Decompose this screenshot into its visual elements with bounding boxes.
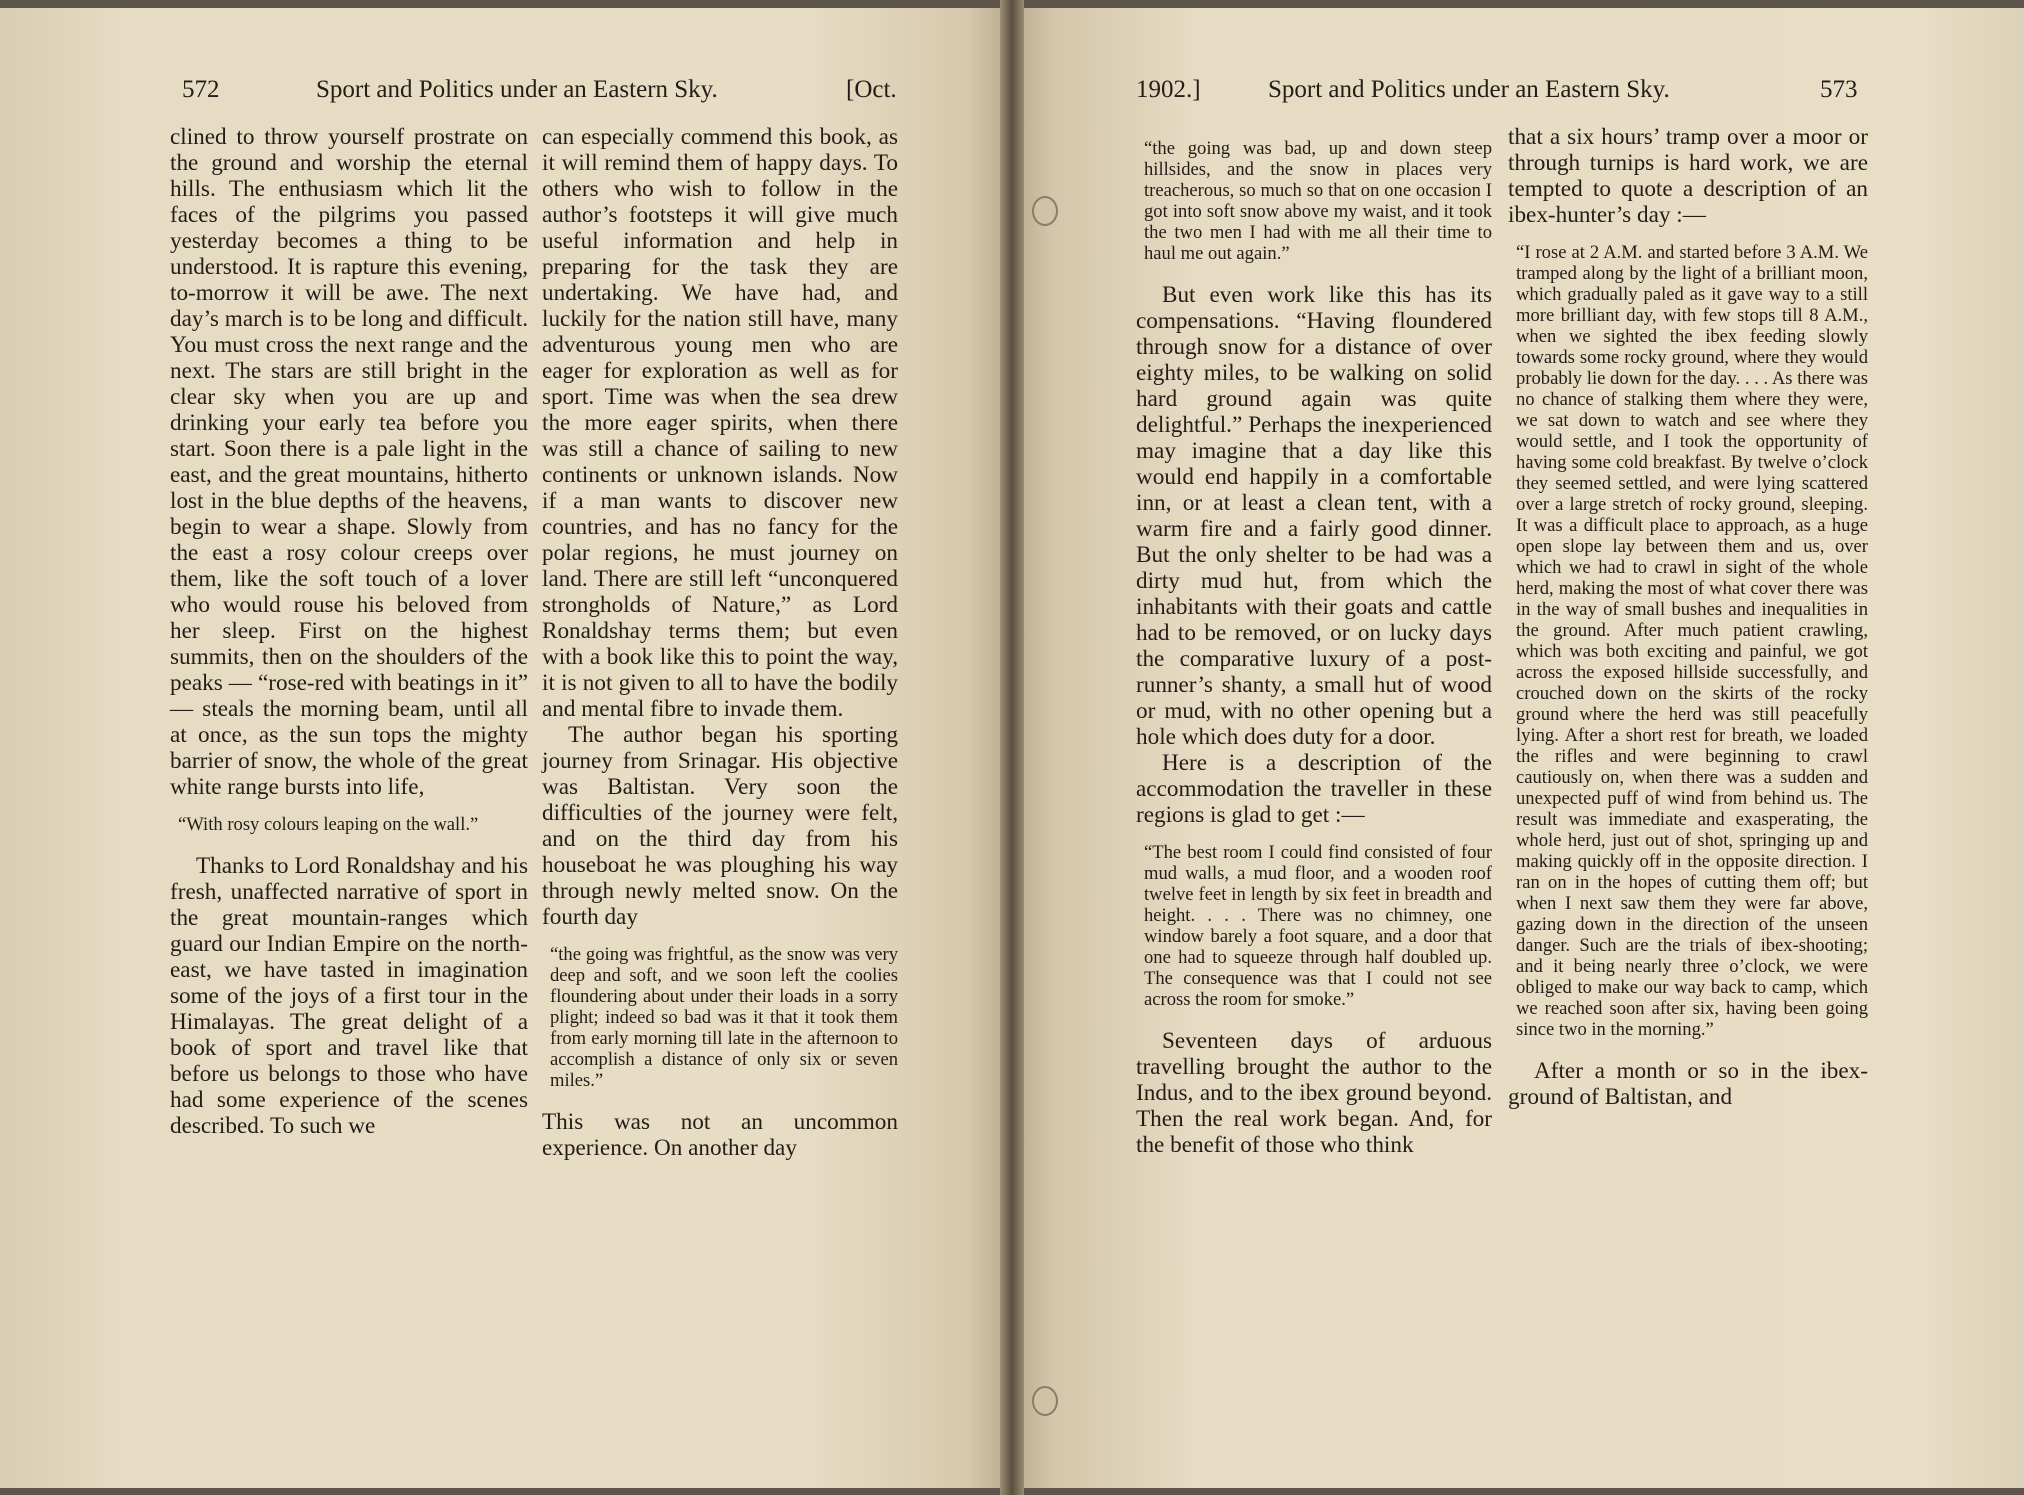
block-quote: “The best room I could find consisted of four mud walls, a mud floor, and a wooden roof twelve feet in length by six feet in breadth and height. . . . There was no chimney, one window barely a foot square, and a door that one had to squeeze through half doubled up. The consequence was that I could not see across the room for smoke.” bbox=[1144, 842, 1492, 1010]
block-quote: “With rosy colours leaping on the wall.” bbox=[178, 814, 479, 835]
text-column-2 bbox=[542, 124, 898, 1161]
paragraph: clined to throw yourself prostrate on the ground and worship the eternal hills. The enthusiasm which lit the faces of the pilgrims you passed yesterday becomes a thing to be understood. It is rapture this evening, to-morrow it will be awe. The next day’s march is to be long and difficult. You must cross the next range and the next. The stars are still bright in the clear sky when you are up and drinking your early tea before you start. Soon there is a pale light in the east, and the great mountains, hitherto lost in the blue depths of the heavens, begin to wear a shape. Slowly from the east a rosy colour creeps over them, like the soft touch of a lover who would rouse his beloved from her sleep. First on the highest summits, then on the shoulders of the peaks — “rose-red with beatings in it” — steals the morning beam, until all at once, as the sun tops the mighty barrier of snow, the whole of the great white range bursts into life, bbox=[170, 124, 528, 800]
running-title: Sport and Politics under an Eastern Sky. bbox=[1268, 76, 1670, 103]
binding-hole bbox=[1032, 1386, 1058, 1416]
text-column-1 bbox=[1136, 124, 1492, 1158]
paragraph: Seventeen days of arduous travelling brought the author to the Indus, and to the ibex ground beyond. Then the real work began. And, for the benefit of those who think bbox=[1136, 1028, 1492, 1158]
date-mark: [Oct. bbox=[846, 76, 897, 103]
paragraph: can especially commend this book, as it will remind them of happy days. To others who wish to follow in the author’s footsteps it will give much useful information and help in preparing for the task they are undertaking. We have had, and luckily for the nation still have, many adventurous young men who are eager for exploration as well as for sport. Time was when the sea drew the more eager spirits, when there was still a chance of sailing to new continents or unknown islands. Now if a man wants to discover new countries, and has no fancy for the polar regions, he must journey on land. There are still left “unconquered strongholds of Nature,” as Lord Ronaldshay terms them; but even with a book like this to point the way, it is not given to all to have the bodily and mental fibre to invade them. bbox=[542, 124, 898, 722]
paragraph: After a month or so in the ibex-ground of Baltistan, and bbox=[1508, 1058, 1868, 1110]
right-page bbox=[1012, 8, 2024, 1488]
paragraph: that a six hours’ tramp over a moor or through turnips is hard work, we are tempted to quote a description of an ibex-hunter’s day :— bbox=[1508, 124, 1868, 228]
paragraph: Thanks to Lord Ronaldshay and his fresh, unaffected narrative of sport in the great mountain-ranges which guard our Indian Empire on the north-east, we have tasted in imagination some of the joys of a first tour in the Himalayas. The great delight of a book of sport and travel like that before us belongs to those who have had some experience of the scenes described. To such we bbox=[170, 853, 528, 1139]
text-column-2 bbox=[1508, 124, 1868, 1110]
paragraph: The author began his sporting journey from Srinagar. His objective was Baltistan. Very soon the difficulties of the journey were felt, and on the third day from his houseboat he was ploughing his way through newly melted snow. On the fourth day bbox=[542, 722, 898, 930]
binding-hole bbox=[1032, 196, 1058, 226]
block-quote: “I rose at 2 A.M. and started before 3 A.M. We tramped along by the light of a brilliant moon, which gradually paled as it gave way to a still more brilliant day, with few stops till 8 A.M., when we sighted the ibex feeding slowly towards some rocky ground, where they would probably lie down for the day. . . . As there was no chance of stalking them where they were, we sat down to watch and see where they would settle, and I took the opportunity of having some cold breakfast. By twelve o’clock they seemed settled, and were lying scattered over a large stretch of rocky ground, sleeping. It was a difficult place to approach, as a huge open slope lay between them and us, over which we had to crawl in sight of the whole herd, making the most of what cover there was in the way of small bushes and inequalities in the ground. After much patient crawling, which was both exciting and painful, we got across the exposed hillside successfully, and crouched down on the skirts of the rocky ground where the herd was still peacefully lying. After a short rest for breath, we loaded the rifles and were beginning to crawl cautiously on, when there was a sudden and unexpected puff of wind from behind us. The result was immediate and exasperating, the whole herd, just out of shot, springing up and making quickly off in the opposite direction. I ran on in the hopes of cutting them off; but when I next saw them they were far above, gazing down in the direction of the unseen danger. Such are the trials of ibex-shooting; and it being nearly three o’clock, we were obliged to make our way back to camp, which we reached soon after six, having been going since two in the morning.” bbox=[1516, 242, 1868, 1040]
running-title: Sport and Politics under an Eastern Sky. bbox=[316, 76, 718, 103]
paragraph: Here is a description of the accommodation the traveller in these regions is glad to get :— bbox=[1136, 750, 1492, 828]
date-mark: 1902.] bbox=[1136, 76, 1201, 103]
paragraph: This was not an uncommon experience. On another day bbox=[542, 1109, 898, 1161]
block-quote: “the going was frightful, as the snow was very deep and soft, and we soon left the coolies floundering about under their loads in a sorry plight; indeed so bad was it that it took them from early morning till late in the afternoon to accomplish a distance of only six or seven miles.” bbox=[550, 944, 898, 1091]
text-column-1 bbox=[170, 124, 528, 1139]
page-number: 572 bbox=[182, 76, 220, 103]
book-gutter bbox=[1000, 0, 1024, 1495]
block-quote: “the going was bad, up and down steep hillsides, and the snow in places very treacherous, so much so that on one occasion I got into soft snow above my waist, and it took the two men I had with me all their time to haul me out again.” bbox=[1144, 138, 1492, 264]
paragraph: But even work like this has its compensations. “Having floundered through snow for a distance of over eighty miles, to be walking on solid hard ground again was quite delightful.” Perhaps the inexperienced may imagine that a day like this would end happily in a comfortable inn, or at least a clean tent, with a warm fire and a fairly good dinner. But the only shelter to be had was a dirty mud hut, from which the inhabitants with their goats and cattle had to be removed, or on lucky days the comparative luxury of a post-runner’s shanty, a small hut of wood or mud, with no other opening but a hole which does duty for a door. bbox=[1136, 282, 1492, 750]
left-page bbox=[0, 8, 1008, 1488]
page-number: 573 bbox=[1820, 76, 1858, 103]
